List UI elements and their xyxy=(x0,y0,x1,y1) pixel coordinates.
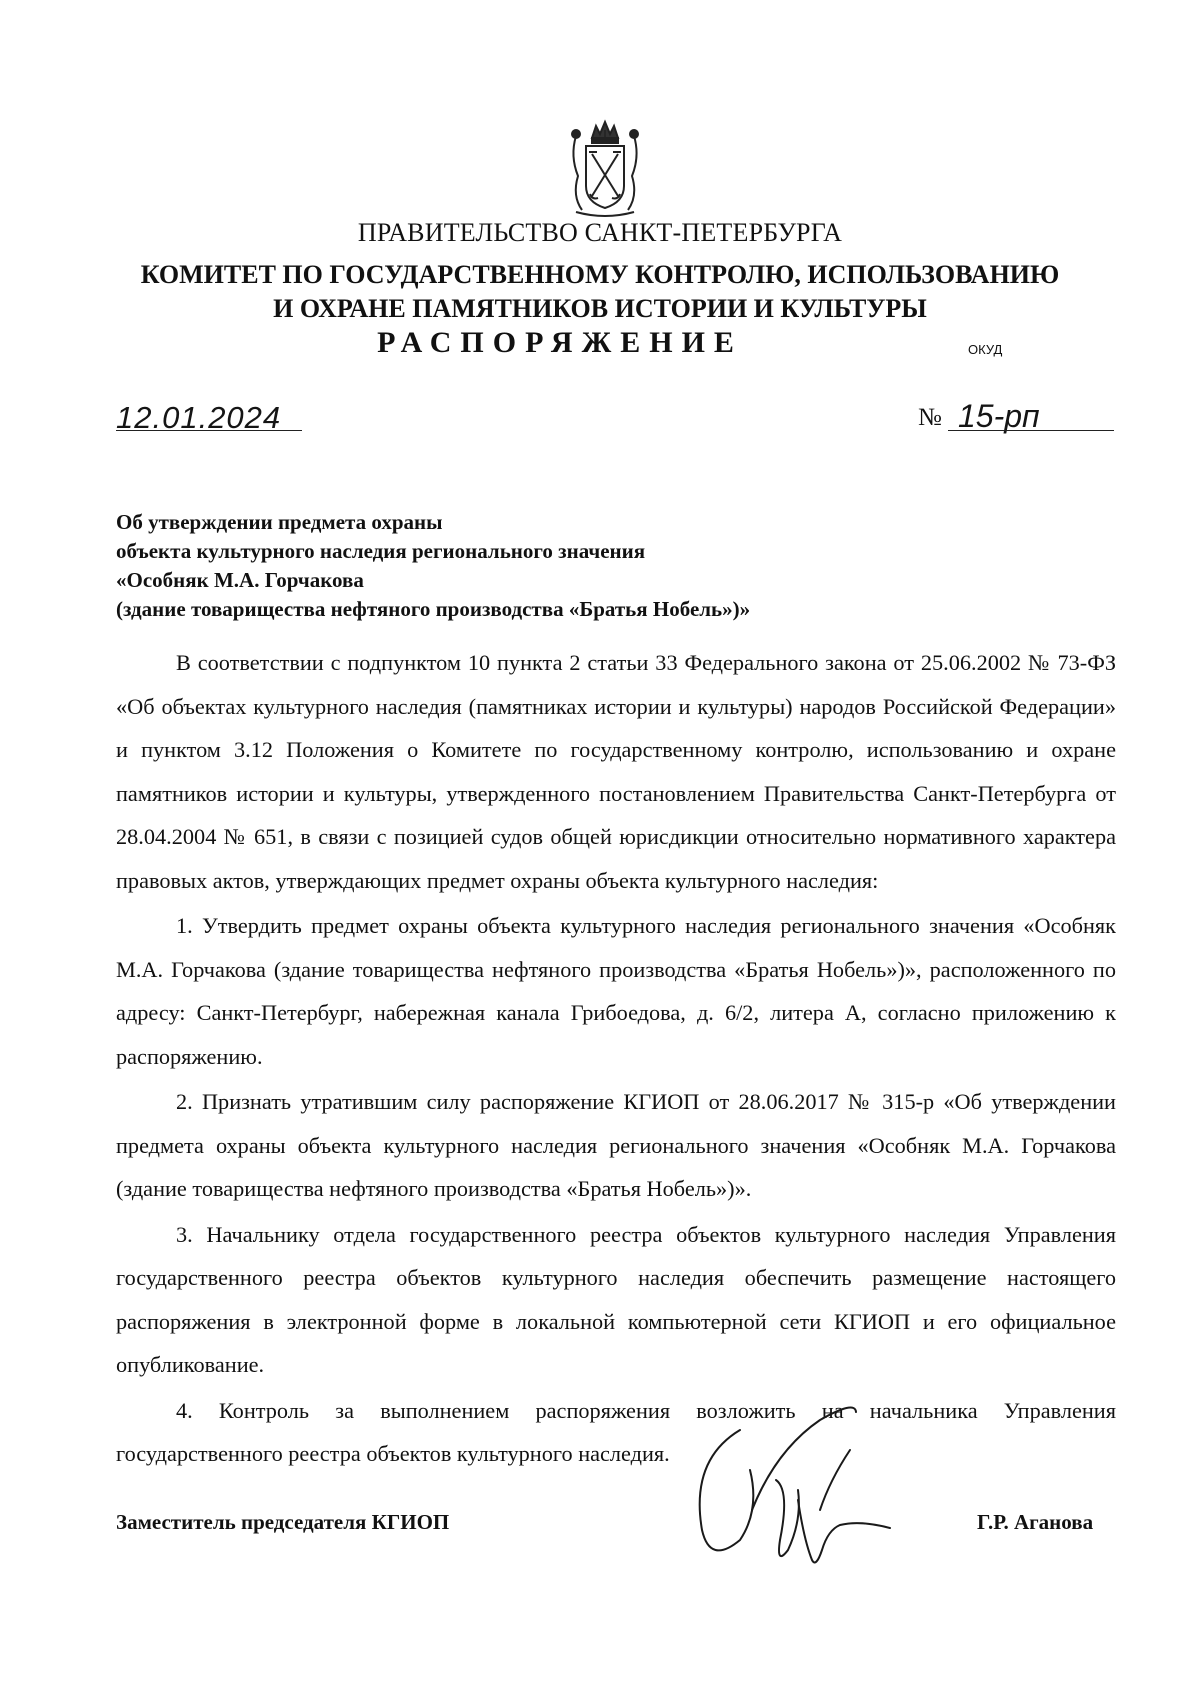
signer-name: Г.Р. Аганова xyxy=(977,1510,1094,1534)
subject-line: (здание товарищества нефтяного производства «Братья Нобель»)» xyxy=(116,597,751,621)
order-body xyxy=(116,641,1116,1478)
order-number: 15-рп xyxy=(958,398,1040,434)
subject-line: Об утверждении предмета охраны xyxy=(116,510,443,534)
handwritten-signature xyxy=(680,1390,940,1580)
government-name: ПРАВИТЕЛЬСТВО САНКТ-ПЕТЕРБУРГА xyxy=(357,218,843,247)
preamble-paragraph: В соответствии с подпунктом 10 пункта 2 статьи 33 Федерального закона от 25.06.2002 № 73-ФЗ «Об объектах культурного наследия (памятниках истории и культуры) народов Российской Федерации» и пунктом 3.12 Положения о Комитете по государственному контролю, использованию и охране памятников истории и культуры, утвержденного постановлением Правительства Санкт-Петербурга от 28.04.2004 № 651, в связи с позицией судов общей юрисдикции относительно нормативного характера правовых актов, утверждающих предмет охраны объекта культурного наследия: xyxy=(116,650,1116,893)
spb-coat-of-arms-icon xyxy=(562,116,648,220)
committee-name xyxy=(0,258,1200,326)
document-type: РАСПОРЯЖЕНИЕ xyxy=(377,326,743,359)
number-underline xyxy=(948,430,1114,431)
clause-4: 4. Контроль за выполнением распоряжения возложить на начальника Управления государственного реестра объектов культурного наследия. xyxy=(116,1397,1116,1466)
clause-2: 2. Признать утратившим силу распоряжение КГИОП от 28.06.2017 № 315-р «Об утверждении предмета охраны объекта культурного наследия регионального значения «Особняк М.А. Горчакова (здание товарищества нефтяного производства «Братья Нобель»)». xyxy=(116,1089,1116,1201)
clause-1: 1. Утвердить предмет охраны объекта культурного наследия регионального значения «Особняк М.А. Горчакова (здание товарищества нефтяного производства «Братья Нобель»)», расположенного по адресу: Санкт-Петербург, набережная канала Грибоедова, д. 6/2, литера А, согласно приложению к распоряжению. xyxy=(116,913,1116,1069)
order-number-label: № xyxy=(918,404,942,431)
order-date: 12.01.2024 xyxy=(116,400,282,435)
date-underline xyxy=(116,430,302,431)
order-subject xyxy=(116,508,750,624)
signer-position: Заместитель председателя КГИОП xyxy=(116,1510,450,1534)
subject-line: «Особняк М.А. Горчакова xyxy=(116,568,364,592)
clause-3: 3. Начальнику отдела государственного реестра объектов культурного наследия Управления государственного реестра объектов культурного наследия обеспечить размещение настоящего распоряжения в электронной форме в локальной компьютерной сети КГИОП и его официальное опубликование. xyxy=(116,1221,1116,1377)
committee-name-line1: КОМИТЕТ ПО ГОСУДАРСТВЕННОМУ КОНТРОЛЮ, ИСПОЛЬЗОВАНИЮ xyxy=(140,260,1060,289)
okud-label: ОКУД xyxy=(968,342,1003,357)
subject-line: объекта культурного наследия регионального значения xyxy=(116,539,646,563)
committee-name-line2: И ОХРАНЕ ПАМЯТНИКОВ ИСТОРИИ И КУЛЬТУРЫ xyxy=(273,294,927,323)
